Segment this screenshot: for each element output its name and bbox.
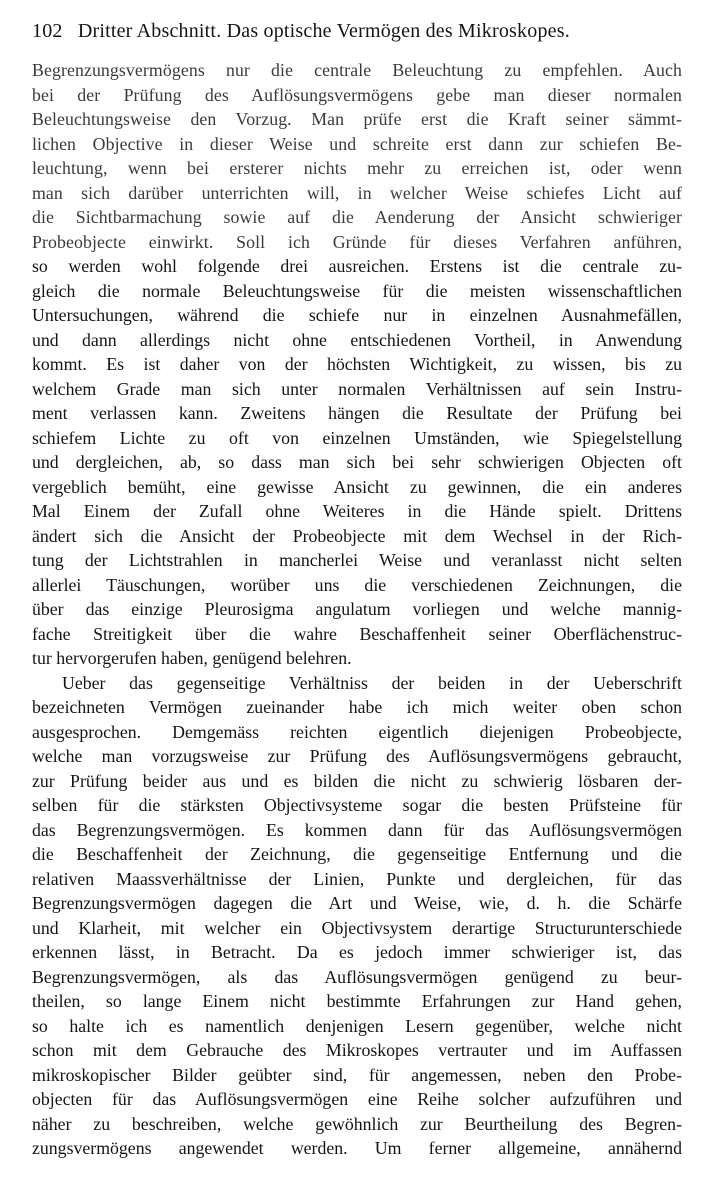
text-line: gleich die normale Beleuchtungsweise für die meisten wissenschaftlichen — [32, 280, 682, 301]
text-line: fache Streitigkeit über die wahre Beschaffenheit seiner Oberflächenstruc- — [32, 623, 682, 644]
text-line: objecten für das Auflösungsvermögen eine Reihe solcher aufzuführen und — [32, 1089, 682, 1109]
text-line: lichen Objective in dieser Weise und schreite erst dann zur schiefen Be- — [32, 133, 682, 154]
text-line: Ueber das gegenseitige Verhältniss der beiden in der Ueberschrift — [62, 672, 682, 693]
text-line: bezeichneten Vermögen zueinander habe ich mich weiter oben schon — [32, 697, 682, 717]
text-line: und dann allerdings nicht ohne entschiedenen Vortheil, in Anwendung — [32, 329, 682, 350]
text-line: so werden wohl folgende drei ausreichen. Erstens ist die centrale zu- — [32, 256, 682, 276]
text-line: relativen Maassverhältnisse der Linien, Punkte und dergleichen, für das — [32, 868, 682, 889]
text-line: Mal Einem der Zufall ohne Weiteres in die Hände spielt. Drittens — [32, 501, 682, 521]
text-line: ment verlassen kann. Zweitens hängen die Resultate der Prüfung bei — [32, 403, 682, 423]
text-line: über das einzige Pleurosigma angulatum vorliegen und welche mannig- — [32, 599, 682, 619]
text-line: schiefem Lichte zu oft von einzelnen Umständen, wie Spiegelstellung — [32, 427, 682, 448]
text-line: und Klarheit, mit welcher ein Objectivsystem derartige Structurunterschiede — [32, 917, 682, 938]
text-line: zungsvermögens angewendet werden. Um ferner allgemeine, annähernd — [32, 1138, 682, 1158]
text-line: Untersuchungen, während die schiefe nur in einzelnen Ausnahmefällen, — [32, 305, 682, 325]
text-line: die Beschaffenheit der Zeichnung, die gegenseitige Entfernung und die — [32, 844, 682, 864]
text-line: leuchtung, wenn bei ersterer nichts mehr zu erreichen ist, oder wenn — [32, 158, 682, 178]
text-line: ändert sich die Ansicht der Probeobjecte mit dem Wechsel in der Rich- — [32, 525, 682, 546]
running-head — [32, 14, 682, 48]
running-head-title: Das optische Vermögen des Mikroskopes. — [226, 20, 570, 42]
text-line: allerlei Täuschungen, worüber uns die verschiedenen Zeichnungen, die — [32, 574, 682, 595]
text-line: so halte ich es namentlich denjenigen Lesern gegenüber, welche nicht — [32, 1015, 682, 1036]
text-line: Beleuchtungsweise den Vorzug. Man prüfe erst die Kraft seiner sämmt- — [32, 109, 682, 129]
text-line: bei der Prüfung des Auflösungsvermögens gebe man dieser normalen — [32, 84, 682, 105]
text-line: theilen, so lange Einem nicht bestimmte Erfahrungen zur Hand gehen, — [32, 991, 682, 1011]
text-line: das Begrenzungsvermögen. Es kommen dann für das Auflösungsvermögen — [32, 819, 682, 840]
page-number: 102 — [32, 20, 63, 42]
text-line: Begrenzungsvermögen, als das Auflösungsvermögen genügend zu beur- — [32, 966, 682, 987]
text-line: vergeblich bemüht, eine gewisse Ansicht zu gewinnen, die ein anderes — [32, 476, 682, 497]
text-line: tung der Lichtstrahlen in mancherlei Weise und veranlasst nicht selten — [32, 550, 682, 570]
text-line: die Sichtbarmachung sowie auf die Aenderung der Ansicht schwieriger — [32, 207, 682, 227]
text-line: erkennen lässt, in Betracht. Da es jedoch immer schwieriger ist, das — [32, 942, 682, 962]
text-line: ausgesprochen. Demgemäss reichten eigentlich diejenigen Probeobjecte, — [32, 721, 682, 742]
text-line: schon mit dem Gebrauche des Mikroskopes vertrauter und im Auffassen — [32, 1040, 682, 1060]
text-line: mikroskopischer Bilder geübter sind, für angemessen, neben den Probe- — [32, 1064, 682, 1085]
text-line: man sich darüber unterrichten will, in welcher Weise schiefes Licht auf — [32, 182, 682, 203]
text-line: kommt. Es ist daher von der höchsten Wichtigkeit, zu wissen, bis zu — [32, 354, 682, 374]
section-label: Dritter Abschnitt. — [77, 20, 222, 42]
text-line: Probeobjecte einwirkt. Soll ich Gründe für dieses Verfahren anführen, — [32, 231, 682, 252]
text-line: Begrenzungsvermögen dagegen die Art und Weise, wie, d. h. die Schärfe — [32, 893, 682, 913]
text-line: Begrenzungsvermögens nur die centrale Beleuchtung zu empfehlen. Auch — [32, 60, 682, 80]
text-line: zur Prüfung beider aus und es bilden die nicht zu schwierig lösbaren der- — [32, 770, 682, 791]
text-line: tur hervorgerufen haben, genügend belehren. — [32, 648, 352, 668]
text-line: welche man vorzugsweise zur Prüfung des Auflösungsvermögens gebraucht, — [32, 746, 682, 766]
text-line: und dergleichen, ab, so dass man sich bei sehr schwierigen Objecten oft — [32, 452, 682, 472]
text-line: welchem Grade man sich unter normalen Verhältnissen auf sein Instru- — [32, 378, 682, 399]
text-line: selben für die stärksten Objectivsysteme sogar die besten Prüfsteine für — [32, 795, 682, 815]
body-text — [32, 58, 682, 1161]
text-line: näher zu beschreiben, welche gewöhnlich zur Beurtheilung des Begren- — [32, 1113, 682, 1134]
